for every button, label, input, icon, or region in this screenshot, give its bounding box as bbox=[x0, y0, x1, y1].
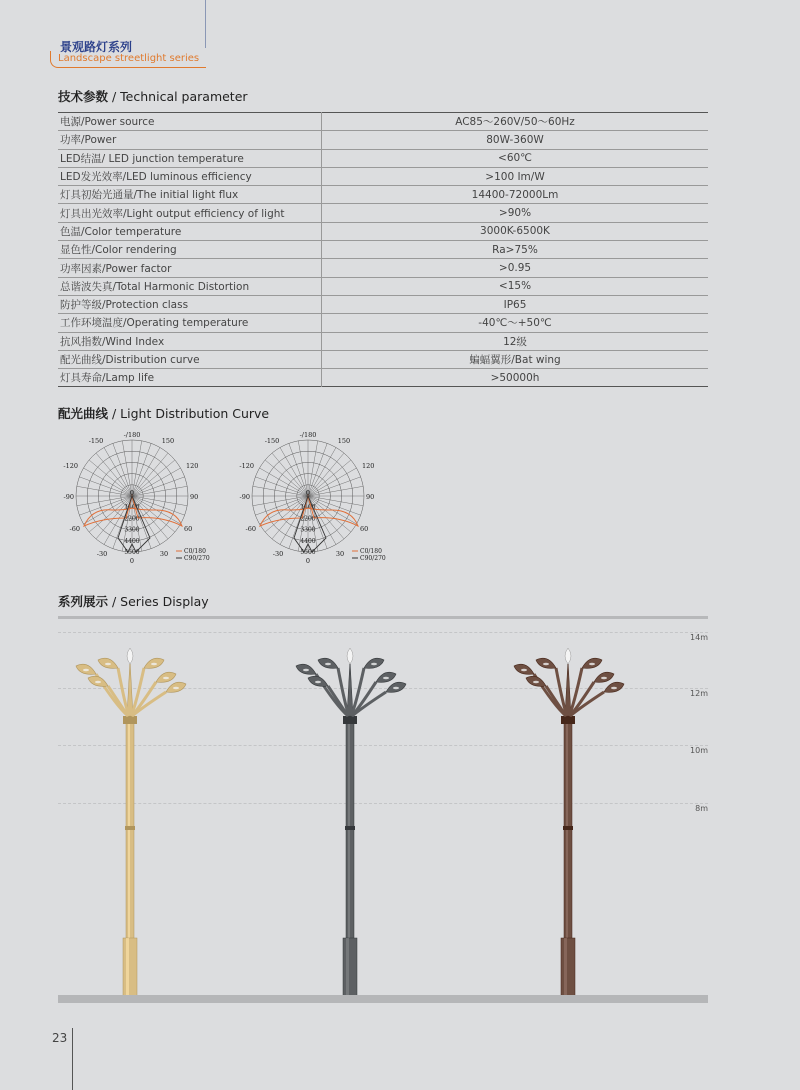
legend-c90-label: C90/270 bbox=[184, 555, 210, 562]
tech-row-value: >50000h bbox=[322, 369, 709, 387]
pole-joint bbox=[345, 826, 355, 830]
height-label-8m: 8m bbox=[695, 804, 708, 813]
tech-row bbox=[58, 131, 708, 149]
tech-row-label: 显色性/Color rendering bbox=[60, 244, 177, 257]
polar-angle-label: -150 bbox=[264, 437, 280, 445]
polar-angle-label: 150 bbox=[337, 437, 351, 445]
distribution-title-en: / Light Distribution Curve bbox=[108, 406, 270, 421]
streetlight-1 bbox=[76, 648, 186, 996]
tech-row-value: AC85～260V/50～60Hz bbox=[322, 113, 709, 131]
distribution-section-title bbox=[58, 404, 269, 422]
height-label-14m: 14m bbox=[690, 633, 708, 642]
legend-c0-label: C0/180 bbox=[360, 548, 382, 555]
tech-row bbox=[58, 277, 708, 295]
tech-row bbox=[58, 186, 708, 204]
lamp-lens bbox=[371, 663, 377, 666]
lamp-lens bbox=[315, 681, 321, 684]
lamp-lens bbox=[303, 669, 309, 672]
polar-radial-label: 2200 bbox=[300, 515, 316, 523]
tech-row-label: LED发光效率/LED luminous efficiency bbox=[60, 171, 252, 184]
polar-radial-label: 3300 bbox=[124, 526, 140, 534]
lamp-lens bbox=[533, 681, 539, 684]
polar-angle-label: -60 bbox=[245, 525, 256, 533]
base-highlight bbox=[126, 938, 129, 996]
tech-row-label: 灯具寿命/Lamp life bbox=[60, 372, 155, 385]
polar-angle-label: 0 bbox=[305, 489, 311, 497]
tech-row-value: >100 Im/W bbox=[322, 167, 709, 185]
tech-row-value: >0.95 bbox=[322, 259, 709, 277]
polar-angle-label: 60 bbox=[184, 525, 193, 533]
polar-angle-label: 120 bbox=[186, 462, 199, 470]
tech-row-label: 功率/Power bbox=[60, 134, 117, 147]
tech-row bbox=[58, 350, 708, 368]
lamp-lens bbox=[383, 677, 389, 680]
pole-collar bbox=[561, 716, 575, 724]
polar-angle-label: 0 bbox=[129, 489, 135, 497]
polar-radial-label: 4400 bbox=[124, 537, 140, 545]
tech-row bbox=[58, 314, 708, 332]
polar-angle-label: 150 bbox=[161, 437, 175, 445]
lamp-lens bbox=[163, 677, 169, 680]
base-highlight bbox=[346, 938, 349, 996]
polar-radial-label: 3300 bbox=[300, 526, 316, 534]
series-section-title bbox=[58, 592, 209, 610]
height-label-12m: 12m bbox=[690, 689, 708, 698]
tech-row bbox=[58, 113, 708, 131]
tech-row-value: <60℃ bbox=[322, 149, 709, 167]
streetlight-3 bbox=[514, 648, 624, 996]
pole-collar bbox=[123, 716, 137, 724]
polar-angle-label: 0 bbox=[305, 557, 311, 565]
polar-angle-label: 30 bbox=[159, 550, 169, 558]
polar-angle-label: 120 bbox=[362, 462, 375, 470]
polar-angle-label: -/180 bbox=[123, 431, 141, 439]
series-title-en: / Series Display bbox=[108, 594, 209, 609]
page-number-rule bbox=[72, 1028, 73, 1090]
lamp-lens bbox=[173, 687, 179, 690]
flame-lamp bbox=[565, 648, 571, 664]
polar-angle-label: 0 bbox=[129, 557, 135, 565]
pole-joint bbox=[563, 826, 573, 830]
tech-row bbox=[58, 204, 708, 222]
polar-angle-label: -30 bbox=[96, 550, 108, 558]
streetlight-series bbox=[0, 630, 800, 1000]
polar-angle-label: -150 bbox=[88, 437, 104, 445]
pole-base bbox=[343, 938, 357, 996]
polar-angle-label: 30 bbox=[335, 550, 345, 558]
streetlight-2 bbox=[296, 648, 406, 996]
tech-row-value: <15% bbox=[322, 277, 709, 295]
polar-radial-label: 2200 bbox=[124, 515, 140, 523]
pole-joint bbox=[125, 826, 135, 830]
lamp-lens bbox=[521, 669, 527, 672]
height-label-10m: 10m bbox=[690, 746, 708, 755]
tech-row bbox=[58, 241, 708, 259]
polar-angle-label: -30 bbox=[272, 550, 284, 558]
polar-angle-label: 90 bbox=[190, 493, 199, 501]
header-title-cn: 景观路灯系列 bbox=[60, 40, 133, 54]
lamp-lens bbox=[83, 669, 89, 672]
polar-angle-label: 90 bbox=[366, 493, 375, 501]
tech-row-value: 蝙蝠翼形/Bat wing bbox=[322, 350, 709, 368]
series-title-cn: 系列展示 bbox=[58, 594, 109, 609]
polar-radial-label: 4400 bbox=[300, 537, 316, 545]
lamp-lens bbox=[105, 663, 111, 666]
tech-row bbox=[58, 295, 708, 313]
polar-radial-label: 1100 bbox=[300, 504, 316, 512]
header-title-en: Landscape streetlight series bbox=[58, 53, 200, 64]
tech-row-label: 抗风指数/Wind Index bbox=[60, 335, 165, 348]
flame-lamp bbox=[127, 648, 133, 664]
flame-lamp bbox=[347, 648, 353, 664]
distribution-title-cn: 配光曲线 bbox=[58, 406, 109, 421]
polar-angle-label: -90 bbox=[239, 493, 250, 501]
pole-base bbox=[561, 938, 575, 996]
polar-radial-label: 1100 bbox=[124, 504, 140, 512]
lamp-lens bbox=[325, 663, 331, 666]
tech-row bbox=[58, 167, 708, 185]
tech-row-value: 12级 bbox=[322, 332, 709, 350]
tech-row-value: 80W-360W bbox=[322, 131, 709, 149]
tech-row bbox=[58, 222, 708, 240]
ground-base bbox=[58, 995, 708, 1003]
polar-radial-label: 5500 bbox=[124, 549, 140, 556]
tech-row-label: 总谐波失真/Total Harmonic Distortion bbox=[60, 280, 250, 293]
base-highlight bbox=[564, 938, 567, 996]
tech-row-value: IP65 bbox=[322, 295, 709, 313]
tech-row-label: 防护等级/Protection class bbox=[60, 299, 189, 312]
tech-table bbox=[58, 112, 708, 387]
tech-row-label: 灯具出光效率/Light output efficiency of light bbox=[60, 207, 285, 220]
tech-row-value: 3000K-6500K bbox=[322, 222, 709, 240]
polar-angle-label: 60 bbox=[360, 525, 369, 533]
pole-base bbox=[123, 938, 137, 996]
polar-radial-label: 5500 bbox=[300, 549, 316, 556]
lamp-lens bbox=[589, 663, 595, 666]
series-top-rule bbox=[58, 616, 708, 619]
page-number: 23 bbox=[52, 1031, 68, 1045]
tech-row-value: Ra>75% bbox=[322, 241, 709, 259]
polar-angle-label: -120 bbox=[63, 462, 78, 470]
lamp-lens bbox=[543, 663, 549, 666]
polar-angle-label: -/180 bbox=[299, 431, 317, 439]
tech-row-label: 灯具初始光通量/The initial light flux bbox=[60, 189, 239, 202]
tech-row-label: LED结温/ LED junction temperature bbox=[60, 152, 244, 165]
polar-chart-1 bbox=[56, 428, 226, 568]
tech-row-value: 14400-72000Lm bbox=[322, 186, 709, 204]
tech-row-label: 配光曲线/Distribution curve bbox=[60, 354, 200, 366]
tech-row bbox=[58, 259, 708, 277]
lamp-lens bbox=[601, 677, 607, 680]
tech-row-value: -40℃～+50℃ bbox=[322, 314, 709, 332]
tech-row-label: 色温/Color temperature bbox=[60, 225, 182, 238]
lamp-lens bbox=[393, 687, 399, 690]
tech-row bbox=[58, 149, 708, 167]
legend-c90-label: C90/270 bbox=[360, 555, 386, 562]
tech-row-label: 功率因素/Power factor bbox=[60, 262, 172, 275]
tech-row-label: 电源/Power source bbox=[60, 116, 155, 129]
header-divider bbox=[205, 0, 206, 48]
tech-row bbox=[58, 369, 708, 387]
legend-c0-label: C0/180 bbox=[184, 548, 206, 555]
polar-angle-label: -60 bbox=[69, 525, 80, 533]
tech-section-title bbox=[58, 87, 248, 105]
lamp-lens bbox=[151, 663, 157, 666]
polar-chart-2 bbox=[232, 428, 402, 568]
tech-title-cn: 技术参数 bbox=[58, 89, 109, 104]
lamp-lens bbox=[611, 687, 617, 690]
tech-title-en: / Technical parameter bbox=[108, 89, 248, 104]
polar-angle-label: -120 bbox=[239, 462, 254, 470]
tech-row-value: >90% bbox=[322, 204, 709, 222]
lamp-lens bbox=[95, 681, 101, 684]
pole-collar bbox=[343, 716, 357, 724]
tech-row-label: 工作环境温度/Operating temperature bbox=[60, 317, 249, 330]
polar-angle-label: -90 bbox=[63, 493, 74, 501]
tech-row bbox=[58, 332, 708, 350]
